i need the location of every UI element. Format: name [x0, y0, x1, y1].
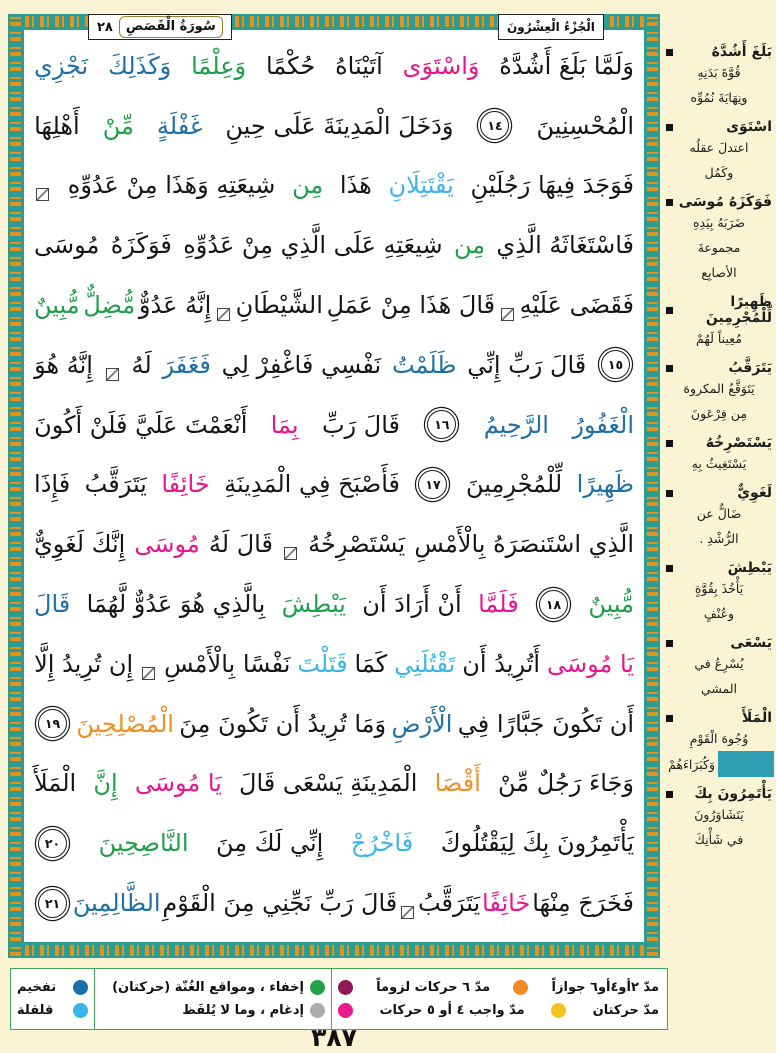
legend-color-dot-icon [338, 980, 353, 995]
glossary-meaning-line: وعُنْفٍ [703, 606, 735, 621]
glossary-meaning-line: الرُّشْدِ . [699, 531, 739, 546]
quran-word-segment: أَنْ أَرَادَ أَن [362, 590, 462, 619]
square-bullet-icon [666, 124, 673, 131]
quran-line [34, 813, 634, 873]
square-bullet-icon [666, 565, 673, 572]
glossary-headword: اسْتَوَى [726, 119, 772, 135]
glossary-meaning-line: مُعِيناً لَهُمْ [696, 331, 742, 346]
glossary-headword: يَأْتَمِرُونَ بِكَ [694, 786, 772, 802]
glossary-entry [664, 435, 774, 476]
glossary-meaning-line: مجموعةَ [697, 240, 741, 255]
quran-word-segment: مِّنْ [102, 111, 134, 140]
glossary-headword-row [664, 635, 774, 651]
surah-title-cartouche [88, 14, 232, 40]
glossary-entry [664, 485, 774, 551]
quran-word-segment: وَجَاءَ رَجُلٌ مِّنْ [497, 769, 634, 798]
glossary-meaning-text: وَكُبَرَاءَهُمْ [668, 756, 715, 772]
quran-word-segment: وَدَخَلَ الْمَدِينَةَ عَلَى حِينِ [225, 111, 454, 140]
legend-label: مدّ ٦ حركات لزوماً [376, 979, 491, 995]
glossary-headword-row [664, 786, 774, 802]
surah-number: ٢٨ [97, 19, 113, 35]
quran-line [34, 275, 634, 335]
quran-word-segment: إِنَّكَ لَغَوِيٌّ [34, 530, 126, 559]
quran-word-segment: فَوَكَزَهُ [110, 231, 172, 260]
juz-title-cartouche [498, 14, 604, 40]
quran-word-segment: لَهُ [131, 350, 152, 379]
legend-row [101, 1003, 325, 1018]
glossary-headword: فَوَكَزَهُ مُوسَى [678, 194, 772, 210]
glossary-headword-row [664, 294, 774, 326]
glossary-meaning [664, 326, 774, 351]
quran-line [34, 335, 634, 395]
quran-word-segment: الرَّحِيمُ [483, 410, 549, 439]
glossary-headword-row [664, 44, 774, 60]
quran-line [34, 395, 634, 455]
quran-word-segment: الْمَلَأَ [34, 769, 77, 798]
legend-color-dot-icon [310, 1003, 325, 1018]
square-bullet-icon [666, 490, 673, 497]
glossary-headword-row [664, 485, 774, 501]
ayah-number-marker: ١٦ [427, 410, 456, 439]
ayah-number-marker: ٢١ [38, 889, 67, 918]
quran-word-segment: أَقْصَا [434, 769, 481, 798]
glossary-meaning-line: يُسْرِعُ في [694, 656, 744, 671]
quran-word-segment: الْمُصْلِحِينَ [76, 709, 174, 738]
ayah-number-marker: ٢٠ [38, 829, 67, 858]
legend-label: إخفاء ، ومواقع الغُنّة (حركتان) [112, 979, 304, 995]
quran-word-segment: نَجْزِي [34, 51, 89, 80]
quran-word-segment: مِن [292, 171, 324, 200]
ayah-number-marker: ١٩ [38, 709, 67, 738]
quran-word-segment: فَخَرَجَ مِنْهَا [532, 889, 634, 918]
glossary-headword: لَغَوِيٌّ [737, 485, 772, 501]
quran-word-segment: فَأَصْبَحَ فِي الْمَدِينَةِ [224, 470, 400, 499]
quran-word-segment: الْأَرْضِ [391, 709, 453, 738]
square-bullet-icon [666, 49, 673, 56]
square-bullet-icon [666, 640, 673, 647]
quran-word-segment: هَذَا [339, 171, 372, 200]
glossary-entry [664, 44, 774, 110]
legend-color-dot-icon [338, 1003, 353, 1018]
quran-word-segment: مُّبِينٌ [34, 291, 80, 320]
waqf-square-sign [501, 308, 514, 321]
quran-word-segment: إِنَّ [93, 769, 118, 798]
glossary-headword: ظَهِيرًا لِّلْمُجْرِمِينَ [705, 294, 772, 326]
quran-word-segment: فَقَضَى عَلَيْهِ [519, 291, 634, 320]
glossary-meaning [664, 501, 774, 551]
quran-word-segment: فَاخْرُجْ [350, 829, 414, 858]
quran-line [34, 574, 634, 634]
legend-label: مدّ ٢أو٤أو٦ جوازاً [551, 979, 659, 995]
quran-word-segment: ظَهِيرًا [576, 470, 634, 499]
quran-word-segment: وَعِلْمًا [191, 51, 247, 80]
legend-row [17, 980, 88, 995]
quran-word-segment: أَنْعَمْتَ عَلَيَّ فَلَنْ أَكُونَ [34, 410, 248, 439]
quran-word-segment: أَتُرِيدُ أَن [462, 649, 541, 678]
waqf-square-sign [36, 188, 49, 201]
legend-row [101, 980, 325, 995]
legend-color-dot-icon [73, 980, 88, 995]
quran-word-segment: بِالَّذِي هُوَ عَدُوٌّ لَّهُمَا [86, 590, 266, 619]
quran-word-segment: إِنَّهُ هُوَ [34, 350, 93, 379]
quran-word-segment: يَتَرَقَّبُ [417, 889, 481, 918]
glossary-meaning-line: وُجُوهَ الْقَوْمِ [689, 731, 749, 746]
glossary-headword: يَبْطِشَ [727, 560, 772, 576]
ayah-number-marker: ١٨ [539, 590, 568, 619]
legend-row [17, 1003, 88, 1018]
glossary-meaning [664, 576, 774, 626]
glossary-headword-row [664, 560, 774, 576]
glossary-meaning [664, 651, 774, 701]
glossary-meaning-line: وكَمُل [704, 165, 734, 180]
margin-glossary [664, 44, 774, 861]
glossary-meaning-line: اعتدلَ عقلُه [689, 140, 749, 155]
glossary-headword-row [664, 360, 774, 376]
glossary-meaning-line: يَتَشَاوَرُونَ [694, 807, 744, 822]
quran-word-segment: قَالَ رَبِّ إِنِّي [467, 350, 587, 379]
glossary-entry [664, 710, 774, 777]
quran-word-segment: فَوَجَدَ فِيهَا رَجُلَيْنِ [470, 171, 634, 200]
glossary-headword: بَلَغَ أَشُدَّهُ [711, 44, 772, 60]
glossary-meaning-line: قُوَّةَ بَدَنِهِ [697, 65, 741, 80]
quran-word-segment: ظَلَمْتُ [391, 350, 457, 379]
square-bullet-icon [666, 307, 673, 314]
legend-label: قلقلة [17, 1003, 54, 1019]
glossary-headword: يَسْتَصْرِخُهُ [705, 435, 772, 451]
quran-word-segment: أَن تَكُونَ جَبَّارًا فِي [457, 709, 634, 738]
quran-word-segment: أَهْلِهَا [34, 111, 80, 140]
quran-word-segment: يَتَرَقَّبُ [84, 470, 147, 499]
quran-word-segment: فَغَفَرَ [162, 350, 211, 379]
quran-word-segment: شِيعَتِهِ عَلَى الَّذِي مِنْ عَدُوِّهِ [183, 231, 443, 260]
legend-color-dot-icon [73, 1003, 88, 1018]
glossary-meaning-line: المشي [700, 681, 738, 696]
glossary-meaning-line: في شَأْنِكَ [694, 832, 744, 847]
legend-row [338, 980, 659, 995]
legend-label: مدّ واجب ٤ أو ٥ حركات [379, 1003, 525, 1019]
quran-line [34, 36, 634, 96]
quran-word-segment: قَالَ لَهُ [208, 530, 273, 559]
glossary-headword-row [664, 119, 774, 135]
legend-label: تفخيم [17, 979, 57, 995]
teal-highlight-block [718, 751, 774, 777]
quran-word-segment: يَسْتَصْرِخُهُ [308, 530, 406, 559]
quran-word-segment: كَمَا [354, 649, 388, 678]
ayah-number-marker: ١٤ [480, 111, 509, 140]
quran-word-segment: مُوسَى [34, 231, 100, 260]
glossary-entry [664, 194, 774, 285]
glossary-meaning [664, 802, 774, 852]
quran-word-segment: خَائِفًا [482, 889, 531, 918]
glossary-headword: يَتَرَقَّبُ [728, 360, 772, 376]
legend-label: إدغام ، وما لا يُلفَظ [182, 1003, 304, 1019]
square-bullet-icon [666, 365, 673, 372]
quran-line [34, 96, 634, 156]
quran-word-segment: مِن [453, 231, 486, 260]
legend-color-dot-icon [310, 980, 325, 995]
legend-cell-madd [331, 969, 665, 1029]
waqf-square-sign [284, 547, 297, 560]
quran-word-segment: يَقْتَتِلَانِ [388, 171, 454, 200]
quran-word-segment: فَلَمَّا [478, 590, 519, 619]
quran-word-segment: خَائِفًا [161, 470, 210, 499]
quran-line [34, 694, 634, 754]
quran-word-segment: قَالَ رَبِّ نَجِّنِي مِنَ الْقَوْمِ [162, 889, 398, 918]
glossary-meaning-line: يَسْتَغِيثُ بِهِ [691, 456, 747, 471]
glossary-entry [664, 560, 774, 626]
quran-word-segment: يَا مُوسَى [547, 649, 634, 678]
surah-title: سُورَةُ الْقَصَصِ [119, 16, 223, 38]
quran-word-segment: بِمَا [270, 410, 299, 439]
glossary-meaning [664, 135, 774, 185]
quran-word-segment: وَكَذَلِكَ [108, 51, 172, 80]
glossary-entry [664, 360, 774, 426]
quran-word-segment: فَإِذَا [34, 470, 71, 499]
ayah-number-marker: ١٥ [601, 350, 630, 379]
glossary-headword: يَسْعَى [730, 635, 772, 651]
glossary-headword-row [664, 435, 774, 451]
waqf-square-sign [106, 368, 119, 381]
quran-line [34, 634, 634, 694]
quran-word-segment: الشَّيْطَانِ [235, 291, 323, 320]
quran-word-segment: وَلَمَّا بَلَغَ أَشُدَّهُ [499, 51, 634, 80]
waqf-square-sign [142, 667, 155, 680]
glossary-headword: الْمَلَأَ [741, 710, 772, 726]
frame-ornament-right [647, 16, 658, 956]
glossary-headword-row [664, 194, 774, 210]
glossary-entry [664, 635, 774, 701]
glossary-entry [664, 119, 774, 185]
quran-word-segment: إِنِّي لَكَ مِنَ [216, 829, 324, 858]
quran-word-segment: الْمَدِينَةِ يَسْعَى قَالَ [239, 769, 418, 798]
quran-word-segment: الَّذِي اسْتَنصَرَهُ بِالْأَمْسِ [414, 530, 634, 559]
quran-word-segment: تَقْتُلَنِي [394, 649, 456, 678]
glossary-meaning [664, 376, 774, 426]
legend-row [338, 1003, 659, 1018]
glossary-meaning-line: ضَالٌّ عن [696, 506, 742, 521]
quran-word-segment: وَاسْتَوَى [402, 51, 480, 80]
square-bullet-icon [666, 791, 673, 798]
glossary-entry [664, 294, 774, 351]
page-number: ٣٨٧ [311, 1023, 357, 1052]
glossary-meaning-line: يَتَوَقَّعُ المكروهَ [683, 381, 755, 396]
quran-word-segment: إِن تُرِيدُ إِلَّا [34, 649, 134, 678]
glossary-meaning [664, 60, 774, 110]
quran-line [34, 156, 634, 216]
glossary-meaning [664, 726, 774, 777]
square-bullet-icon [666, 715, 673, 722]
quran-line [34, 455, 634, 515]
quran-word-segment: يَبْطِشَ [281, 590, 346, 619]
glossary-meaning-line [664, 751, 774, 777]
quran-word-segment: إِنَّهُ عَدُوٌّ [138, 291, 212, 320]
glossary-meaning-line: ضَرَبَهُ بِيَدِهِ [692, 215, 746, 230]
legend-color-dot-icon [513, 980, 528, 995]
quran-word-segment: قَتَلْتَ [297, 649, 348, 678]
waqf-square-sign [401, 906, 414, 919]
legend-cell-tafkheem-qalqalah [11, 969, 94, 1029]
legend-cell-ghunnah-idgham [94, 969, 331, 1029]
waqf-square-sign [217, 308, 230, 321]
quran-word-segment: نَفْسًا بِالْأَمْسِ [164, 649, 291, 678]
square-bullet-icon [666, 199, 673, 206]
quran-word-segment: الْمُحْسِنِينَ [536, 111, 634, 140]
glossary-meaning-line: يَأْخُذَ بِقُوَّةٍ [694, 581, 744, 596]
quran-word-segment: قَالَ [34, 590, 71, 619]
glossary-meaning-line: الأصابِع [701, 265, 737, 280]
quran-line [34, 514, 634, 574]
quran-word-segment: فَاسْتَغَاثَهُ الَّذِي [496, 231, 634, 260]
quran-word-segment: حُكْمًا [265, 51, 316, 80]
glossary-meaning [664, 210, 774, 285]
quran-word-segment: يَأْتَمِرُونَ بِكَ لِيَقْتُلُوكَ [440, 829, 634, 858]
square-bullet-icon [666, 440, 673, 447]
quran-text-block [24, 30, 644, 942]
frame-ornament-left [10, 16, 21, 956]
quran-word-segment: مُّبِينٌ [588, 590, 634, 619]
quran-line [34, 873, 634, 933]
quran-word-segment: شِيعَتِهِ وَهَذَا مِنْ عَدُوِّهِ [67, 171, 276, 200]
quran-word-segment: آتَيْنَاهُ [335, 51, 383, 80]
quran-word-segment: غَفْلَةٍ [156, 111, 203, 140]
tajweed-legend [10, 968, 668, 1030]
juz-title: الْجُزْءُ الْعِشْرُونَ [507, 20, 595, 34]
ayah-number-marker: ١٧ [418, 470, 447, 499]
quran-word-segment: لِّلْمُجْرِمِينَ [465, 470, 563, 499]
legend-color-dot-icon [551, 1003, 566, 1018]
quran-word-segment: وَمَا تُرِيدُ أَن تَكُونَ مِنَ [179, 709, 387, 738]
glossary-meaning-line: مِن فِرْعَونَ [690, 406, 748, 421]
quran-line [34, 754, 634, 814]
glossary-meaning-line: ونِهَايَةَ نُمُوِّه [690, 90, 748, 105]
glossary-entry [664, 786, 774, 852]
quran-word-segment: مُوسَى [134, 530, 200, 559]
quran-word-segment: مُّضِلٌّ [83, 291, 136, 320]
quran-line [34, 215, 634, 275]
quran-word-segment: النَّاصِحِينَ [98, 829, 189, 858]
glossary-headword-row [664, 710, 774, 726]
quran-word-segment: قَالَ هَذَا مِنْ عَمَلِ [326, 291, 496, 320]
legend-label: مدّ حركتان [592, 1003, 659, 1019]
quran-word-segment: الظَّالِمِينَ [72, 889, 161, 918]
frame-ornament-bottom [10, 945, 658, 956]
glossary-meaning [664, 451, 774, 476]
quran-word-segment: الْغَفُورُ [572, 410, 634, 439]
quran-word-segment: يَا مُوسَى [134, 769, 222, 798]
quran-word-segment: نَفْسِي فَاغْفِرْ لِي [221, 350, 382, 379]
quran-word-segment: قَالَ رَبِّ [321, 410, 400, 439]
